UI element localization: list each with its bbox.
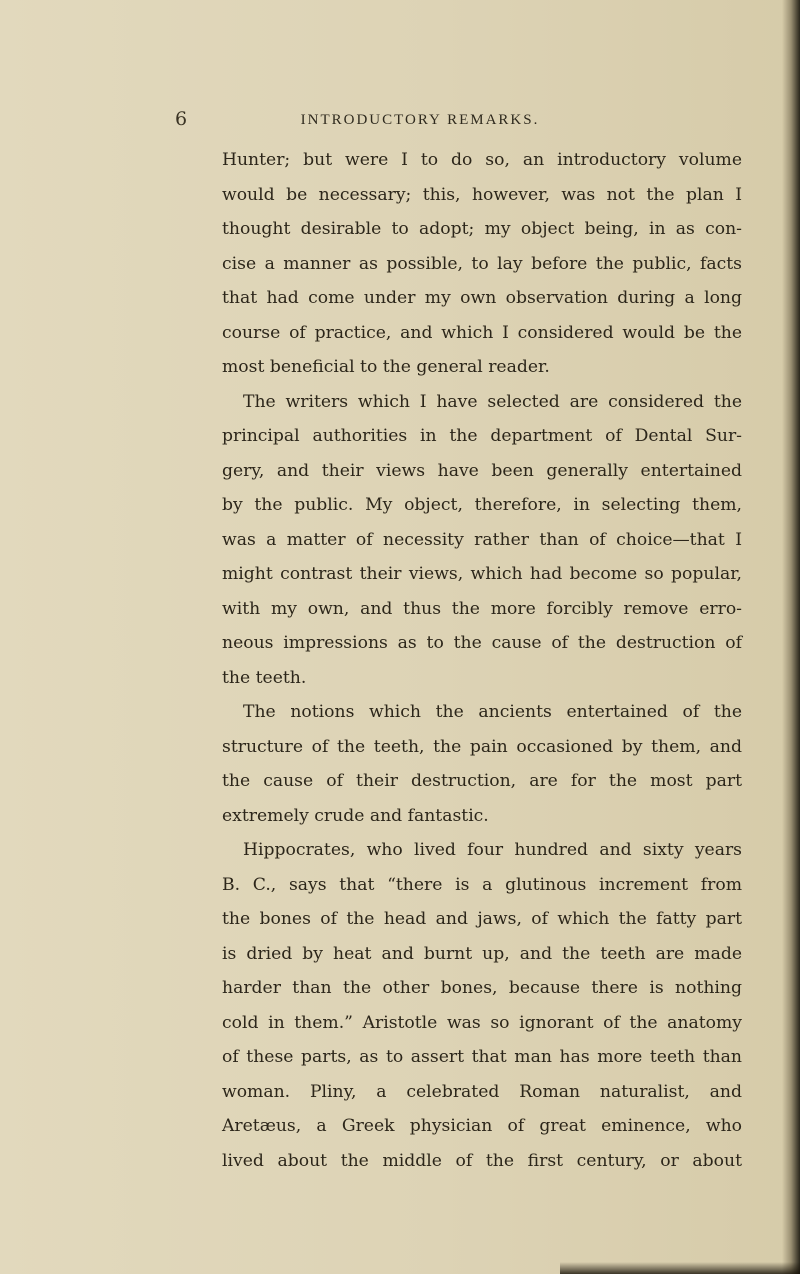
text-line: is dried by heat and burnt up, and the teeth are made xyxy=(222,943,742,964)
text-line: harder than the other bones, because there is nothing xyxy=(222,978,742,998)
text-line: the teeth. xyxy=(222,667,307,688)
body-text xyxy=(222,143,742,1178)
text-line: Hippocrates, who lived four hundred and sixty years xyxy=(243,840,742,860)
running-head: INTRODUCTORY REMARKS. xyxy=(300,112,540,128)
text-line: structure of the teeth, the pain occasioned by them, and xyxy=(222,736,742,757)
text-line: cold in them.” Aristotle was so ignorant of the anatomy xyxy=(222,1012,742,1033)
text-line: lived about the middle of the first century, or about xyxy=(222,1150,742,1171)
text-line: that had come under my own observation during a long xyxy=(222,288,742,308)
text-line: the bones of the head and jaws, of which the fatty part xyxy=(222,909,742,929)
text-line: with my own, and thus the more forcibly remove erro- xyxy=(222,598,742,619)
text-line: was a matter of necessity rather than of choice—that I xyxy=(222,529,742,550)
text-line: woman. Pliny, a celebrated Roman naturalist, and xyxy=(222,1081,742,1102)
text-line: by the public. My object, therefore, in selecting them, xyxy=(222,495,742,515)
text-line: most beneficial to the general reader. xyxy=(222,357,550,377)
text-line: of these parts, as to assert that man has more teeth than xyxy=(222,1047,742,1067)
binding-shadow xyxy=(782,0,800,1274)
text-line: principal authorities in the department of Dental Sur- xyxy=(222,426,742,446)
text-line: The notions which the ancients entertained of the xyxy=(243,702,742,722)
text-line: the cause of their destruction, are for the most part xyxy=(222,771,742,791)
text-line: would be necessary; this, however, was not the plan I xyxy=(222,184,742,205)
text-line: thought desirable to adopt; my object being, in as con- xyxy=(222,219,742,239)
text-line: Aretæus, a Greek physician of great eminence, who xyxy=(222,1116,742,1136)
text-line: gery, and their views have been generally entertained xyxy=(222,460,742,481)
text-line: Hunter; but were I to do so, an introductory volume xyxy=(222,150,742,170)
page-number: 6 xyxy=(175,108,188,130)
text-line: might contrast their views, which had become so popular, xyxy=(222,564,742,584)
text-line: The writers which I have selected are considered the xyxy=(243,391,742,412)
text-line: neous impressions as to the cause of the destruction of xyxy=(222,633,742,653)
text-line: extremely crude and fantastic. xyxy=(222,805,489,826)
text-line: course of practice, and which I considered would be the xyxy=(222,322,742,343)
text-line: cise a manner as possible, to lay before the public, facts xyxy=(222,253,742,274)
text-line: B. C., says that “there is a glutinous increment from xyxy=(222,874,742,895)
page-corner-shadow xyxy=(560,1262,800,1274)
